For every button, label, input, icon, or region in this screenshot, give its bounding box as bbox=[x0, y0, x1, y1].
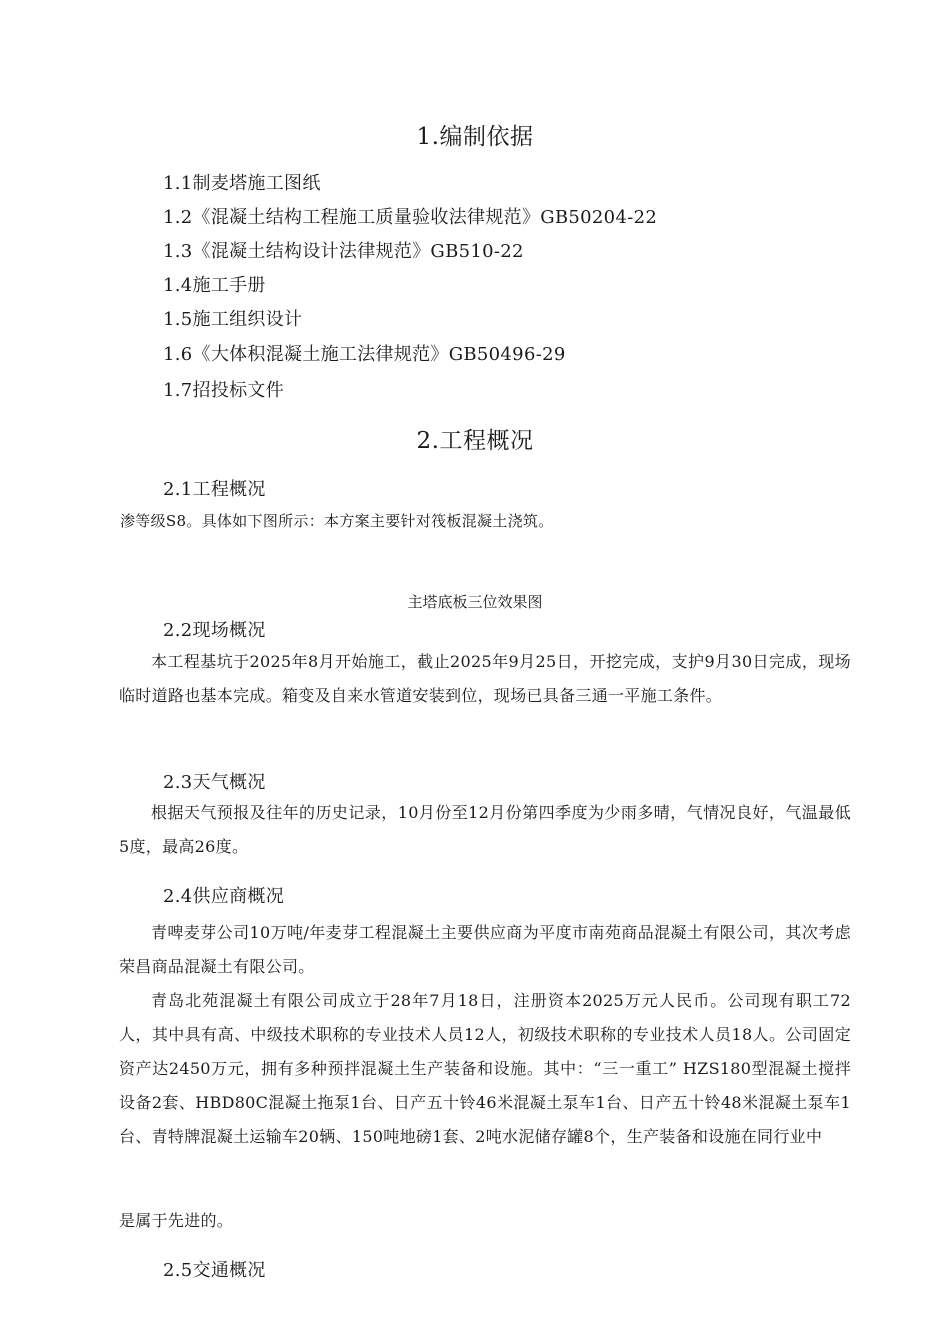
basis-item-1: 1.1制麦塔施工图纸 bbox=[163, 173, 321, 194]
section-1-title: 1.编制依据 bbox=[416, 124, 534, 150]
subsection-2-5-heading: 2.5交通概况 bbox=[163, 1260, 266, 1281]
section-2-title: 2.工程概况 bbox=[416, 428, 534, 454]
subsection-2-1-text: 渗等级S8。具体如下图所示：本方案主要针对筏板混凝土浇筑。 bbox=[120, 512, 554, 530]
basis-item-2: 1.2《混凝土结构工程施工质量验收法律规范》GB50204-22 bbox=[163, 207, 658, 228]
basis-item-5: 1.5施工组织设计 bbox=[163, 309, 303, 330]
basis-item-3: 1.3《混凝土结构设计法律规范》GB510-22 bbox=[163, 241, 524, 262]
basis-item-6: 1.6《大体积混凝土施工法律规范》GB50496-29 bbox=[163, 344, 566, 365]
subsection-2-2-heading: 2.2现场概况 bbox=[163, 620, 266, 641]
subsection-2-4-heading: 2.4供应商概况 bbox=[163, 886, 285, 907]
subsection-2-3-text: 根据天气预报及往年的历史记录，10月份至12月份第四季度为少雨多晴，气情况良好，气温最低5度，最高26度。 bbox=[119, 803, 851, 856]
subsection-2-3-heading: 2.3天气概况 bbox=[163, 772, 266, 793]
subsection-2-2-text: 本工程基坑于2025年8月开始施工，截止2025年9月25日，开挖完成，支护9月30日完成，现场临时道路也基本完成。箱变及自来水管道安装到位，现场已具备三通一平施工条件。 bbox=[119, 652, 851, 705]
figure-caption: 主塔底板三位效果图 bbox=[407, 593, 543, 611]
supplier-paragraph-2: 青岛北苑混凝土有限公司成立于28年7月18日，注册资本2025万元人民币。公司现有职工72人，其中具有高、中级技术职称的专业技术人员12人，初级技术职称的专业技术人员18人。公司固定资产达2450万元，拥有多种预拌混凝土生产装备和设施。其中：“三一重工” HZS180型混凝土搅拌设备2套、HBD80C混凝土拖泵1台、日产五十铃46米混凝土泵车1台、日产五十铃48米混凝土泵车1台、青特牌混凝土运输车20辆、150吨地磅1套、2吨水泥储存罐8个，生产装备和设施在同行业中 bbox=[119, 991, 851, 1146]
supplier-paragraph-3: 是属于先进的。 bbox=[119, 1211, 234, 1230]
basis-item-4: 1.4施工手册 bbox=[163, 275, 266, 296]
subsection-2-1-heading: 2.1工程概况 bbox=[163, 479, 266, 500]
supplier-paragraph-1: 青啤麦芽公司10万吨/年麦芽工程混凝土主要供应商为平度市南苑商品混凝土有限公司，其次考虑荣昌商品混凝土有限公司。 bbox=[119, 923, 851, 976]
basis-item-7: 1.7招投标文件 bbox=[163, 380, 285, 401]
